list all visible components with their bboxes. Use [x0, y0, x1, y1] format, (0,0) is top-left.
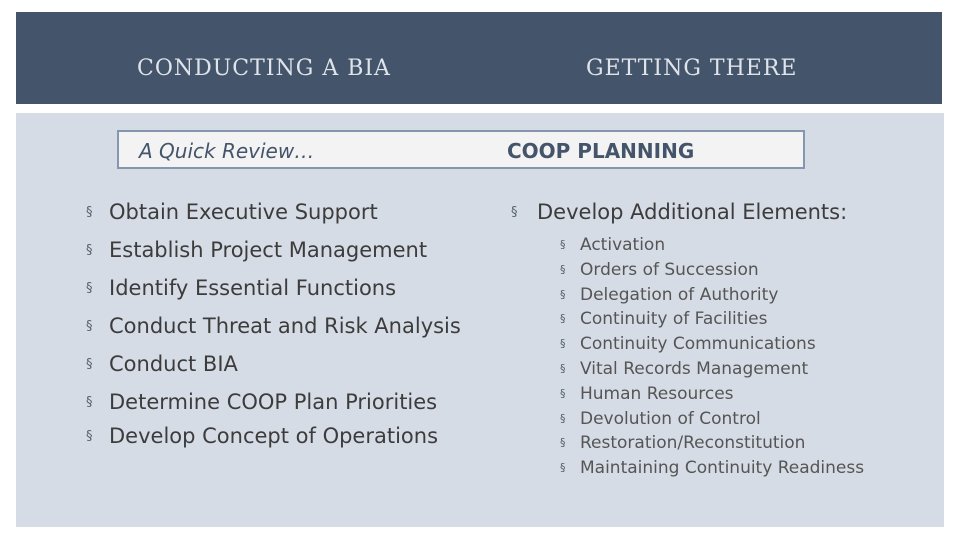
list-item-text: Establish Project Management	[109, 238, 428, 262]
bullet-icon: §	[560, 262, 566, 276]
sub-list-item	[560, 458, 864, 483]
sub-list-item-text: Continuity of Facilities	[580, 309, 768, 330]
list-item	[86, 424, 461, 454]
right-title: GETTING THERE	[586, 56, 798, 81]
sub-list-item	[560, 359, 864, 384]
bullet-icon: §	[86, 319, 93, 334]
coop-planning-label: COOP PLANNING	[507, 139, 695, 163]
sub-list-item	[560, 309, 864, 334]
list-item-text: Determine COOP Plan Priorities	[109, 390, 438, 414]
sub-list-item	[560, 409, 864, 434]
left-title: CONDUCTING A BIA	[137, 56, 391, 81]
bullet-icon: §	[560, 411, 566, 425]
sub-list-item	[560, 260, 864, 285]
sub-list-item-text: Orders of Succession	[580, 259, 759, 280]
list-item	[86, 352, 461, 390]
sub-list-item-text: Activation	[580, 235, 666, 255]
bullet-icon: §	[86, 281, 93, 296]
right-heading	[511, 200, 847, 224]
sub-list-item-text: Restoration/Reconstitution	[580, 433, 806, 454]
list-item-text: Conduct Threat and Risk Analysis	[109, 314, 461, 338]
bullet-icon: §	[511, 205, 518, 220]
bullet-icon: §	[560, 386, 566, 400]
bullet-icon: §	[560, 337, 566, 351]
sub-list-item	[560, 235, 864, 260]
sub-list-item-text: Devolution of Control	[580, 408, 761, 429]
list-item-text: Identify Essential Functions	[109, 276, 397, 300]
title-bar	[16, 12, 942, 104]
bullet-icon: §	[560, 461, 566, 475]
bullet-icon: §	[86, 205, 93, 220]
right-heading-text: Develop Additional Elements:	[537, 200, 848, 224]
list-item	[86, 390, 461, 428]
list-item-text: Conduct BIA	[109, 352, 238, 376]
list-item	[86, 314, 461, 352]
sub-list-item	[560, 334, 864, 359]
bullet-icon: §	[86, 395, 93, 410]
sub-list-item-text: Maintaining Continuity Readiness	[580, 458, 865, 479]
bullet-icon: §	[560, 287, 566, 301]
right-sub-list	[560, 235, 864, 483]
sub-list-item-text: Human Resources	[580, 383, 734, 404]
left-bullet-list	[86, 200, 461, 454]
list-item	[86, 276, 461, 314]
bullet-icon: §	[86, 243, 93, 258]
bullet-icon: §	[86, 429, 93, 444]
review-box	[117, 130, 805, 169]
bullet-icon: §	[560, 436, 566, 450]
sub-list-item	[560, 433, 864, 458]
bullet-icon: §	[560, 312, 566, 326]
sub-list-item-text: Vital Records Management	[580, 358, 809, 379]
bullet-icon: §	[86, 357, 93, 372]
sub-list-item	[560, 285, 864, 310]
list-item-text: Obtain Executive Support	[109, 200, 378, 224]
sub-list-item	[560, 384, 864, 409]
sub-list-item-text: Delegation of Authority	[580, 284, 779, 305]
quick-review-label: A Quick Review…	[139, 139, 315, 163]
bullet-icon: §	[560, 238, 566, 251]
sub-list-item-text: Continuity Communications	[580, 334, 816, 355]
bullet-icon: §	[560, 361, 566, 375]
list-item	[86, 200, 461, 238]
list-item-text: Develop Concept of Operations	[109, 424, 439, 448]
list-item	[86, 238, 461, 276]
